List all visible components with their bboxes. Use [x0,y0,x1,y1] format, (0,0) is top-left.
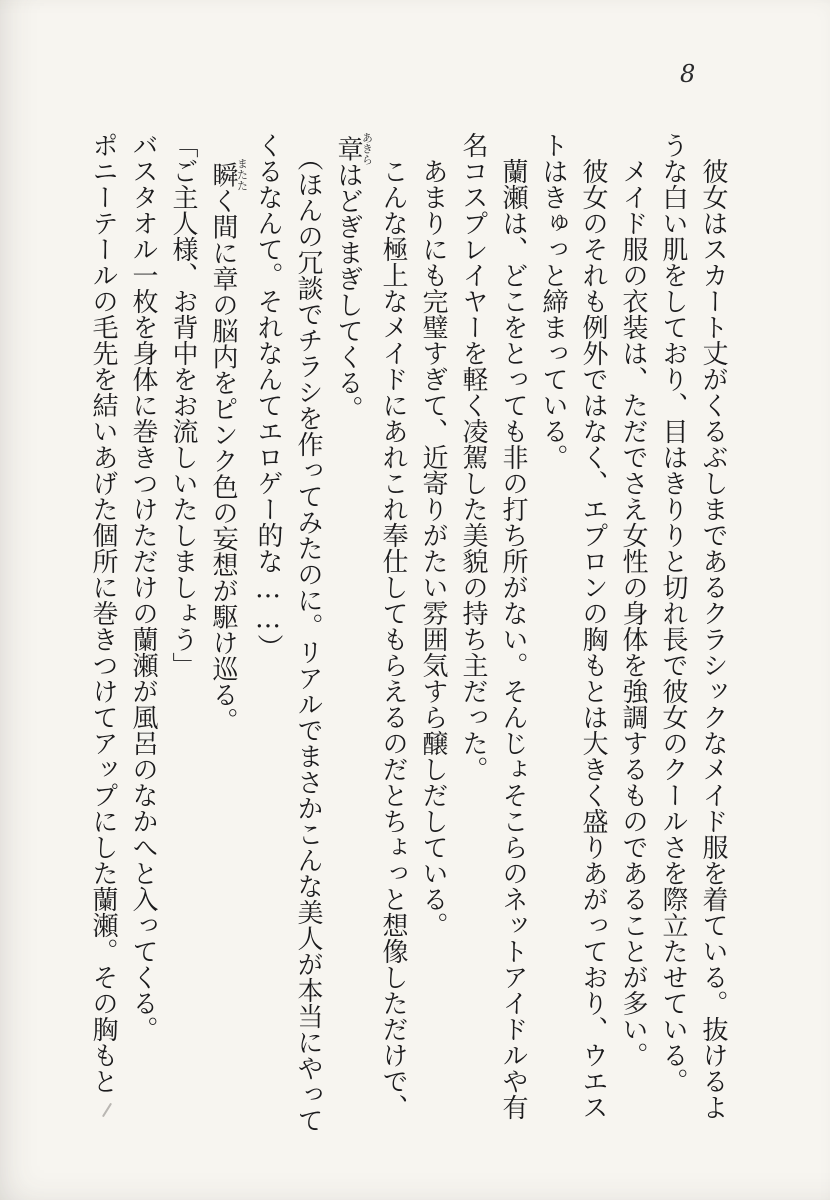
text-line: バスタオル一枚を身体に巻きつけただけの蘭瀬が風呂のなかへと入ってくる。 [128,132,158,1042]
furigana-ruby: 瞬またた [208,158,249,191]
text-line: 瞬またたく間に章の脳内をピンク色の妄想が駆け巡る。 [208,158,249,734]
text-line: 章あきらはどぎまぎしてくる。 [333,132,374,422]
text-line: うな白い肌をしており、目はきりりと切れ長で彼女のクールさを際立たせている。 [658,132,688,1094]
text-line: メイド服の衣装は、ただでさえ女性の身体を強調するものであることが多い。 [618,158,648,1068]
text-line: トはきゅっと締まっている。 [538,132,568,470]
text-line: （ほんの冗談でチラシを作ってみたのに。リアルでまさかこんな美人が本当にやって [293,145,323,1133]
text-line: 「ご主人様、お背中をお流しいたしましょう」 [168,132,198,678]
text-line: 彼女はスカート丈がくるぶしまであるクラシックなメイド服を着ている。抜けるよ [698,158,728,1120]
text-line: ポニーテールの毛先を結いあげた個所に巻きつけてアップにした蘭瀬。その胸もと [88,132,118,1094]
text-block [83,132,733,1144]
text-line: こんな極上なメイドにあれこれ奉仕してもらえるのだとちょっと想像しただけで、 [378,158,408,1120]
furigana-ruby: 章あきら [333,132,374,165]
page-number: 8 [680,60,697,88]
text-line: 蘭瀬は、どこをとっても非の打ち所がない。そんじょそこらのネットアイドルや有 [498,158,528,1120]
text-line: 彼女のそれも例外ではなく、エプロンの胸もとは大きく盛りあがっており、ウエス [578,158,608,1120]
text-line: あまりにも完璧すぎて、近寄りがたい雰囲気すら醸しだしている。 [418,158,448,938]
text-line: くるなんて。それなんてエロゲー的な……） [253,132,283,660]
text-line: 名コスプレイヤーを軽く凌駕した美貌の持ち主だった。 [458,132,488,782]
